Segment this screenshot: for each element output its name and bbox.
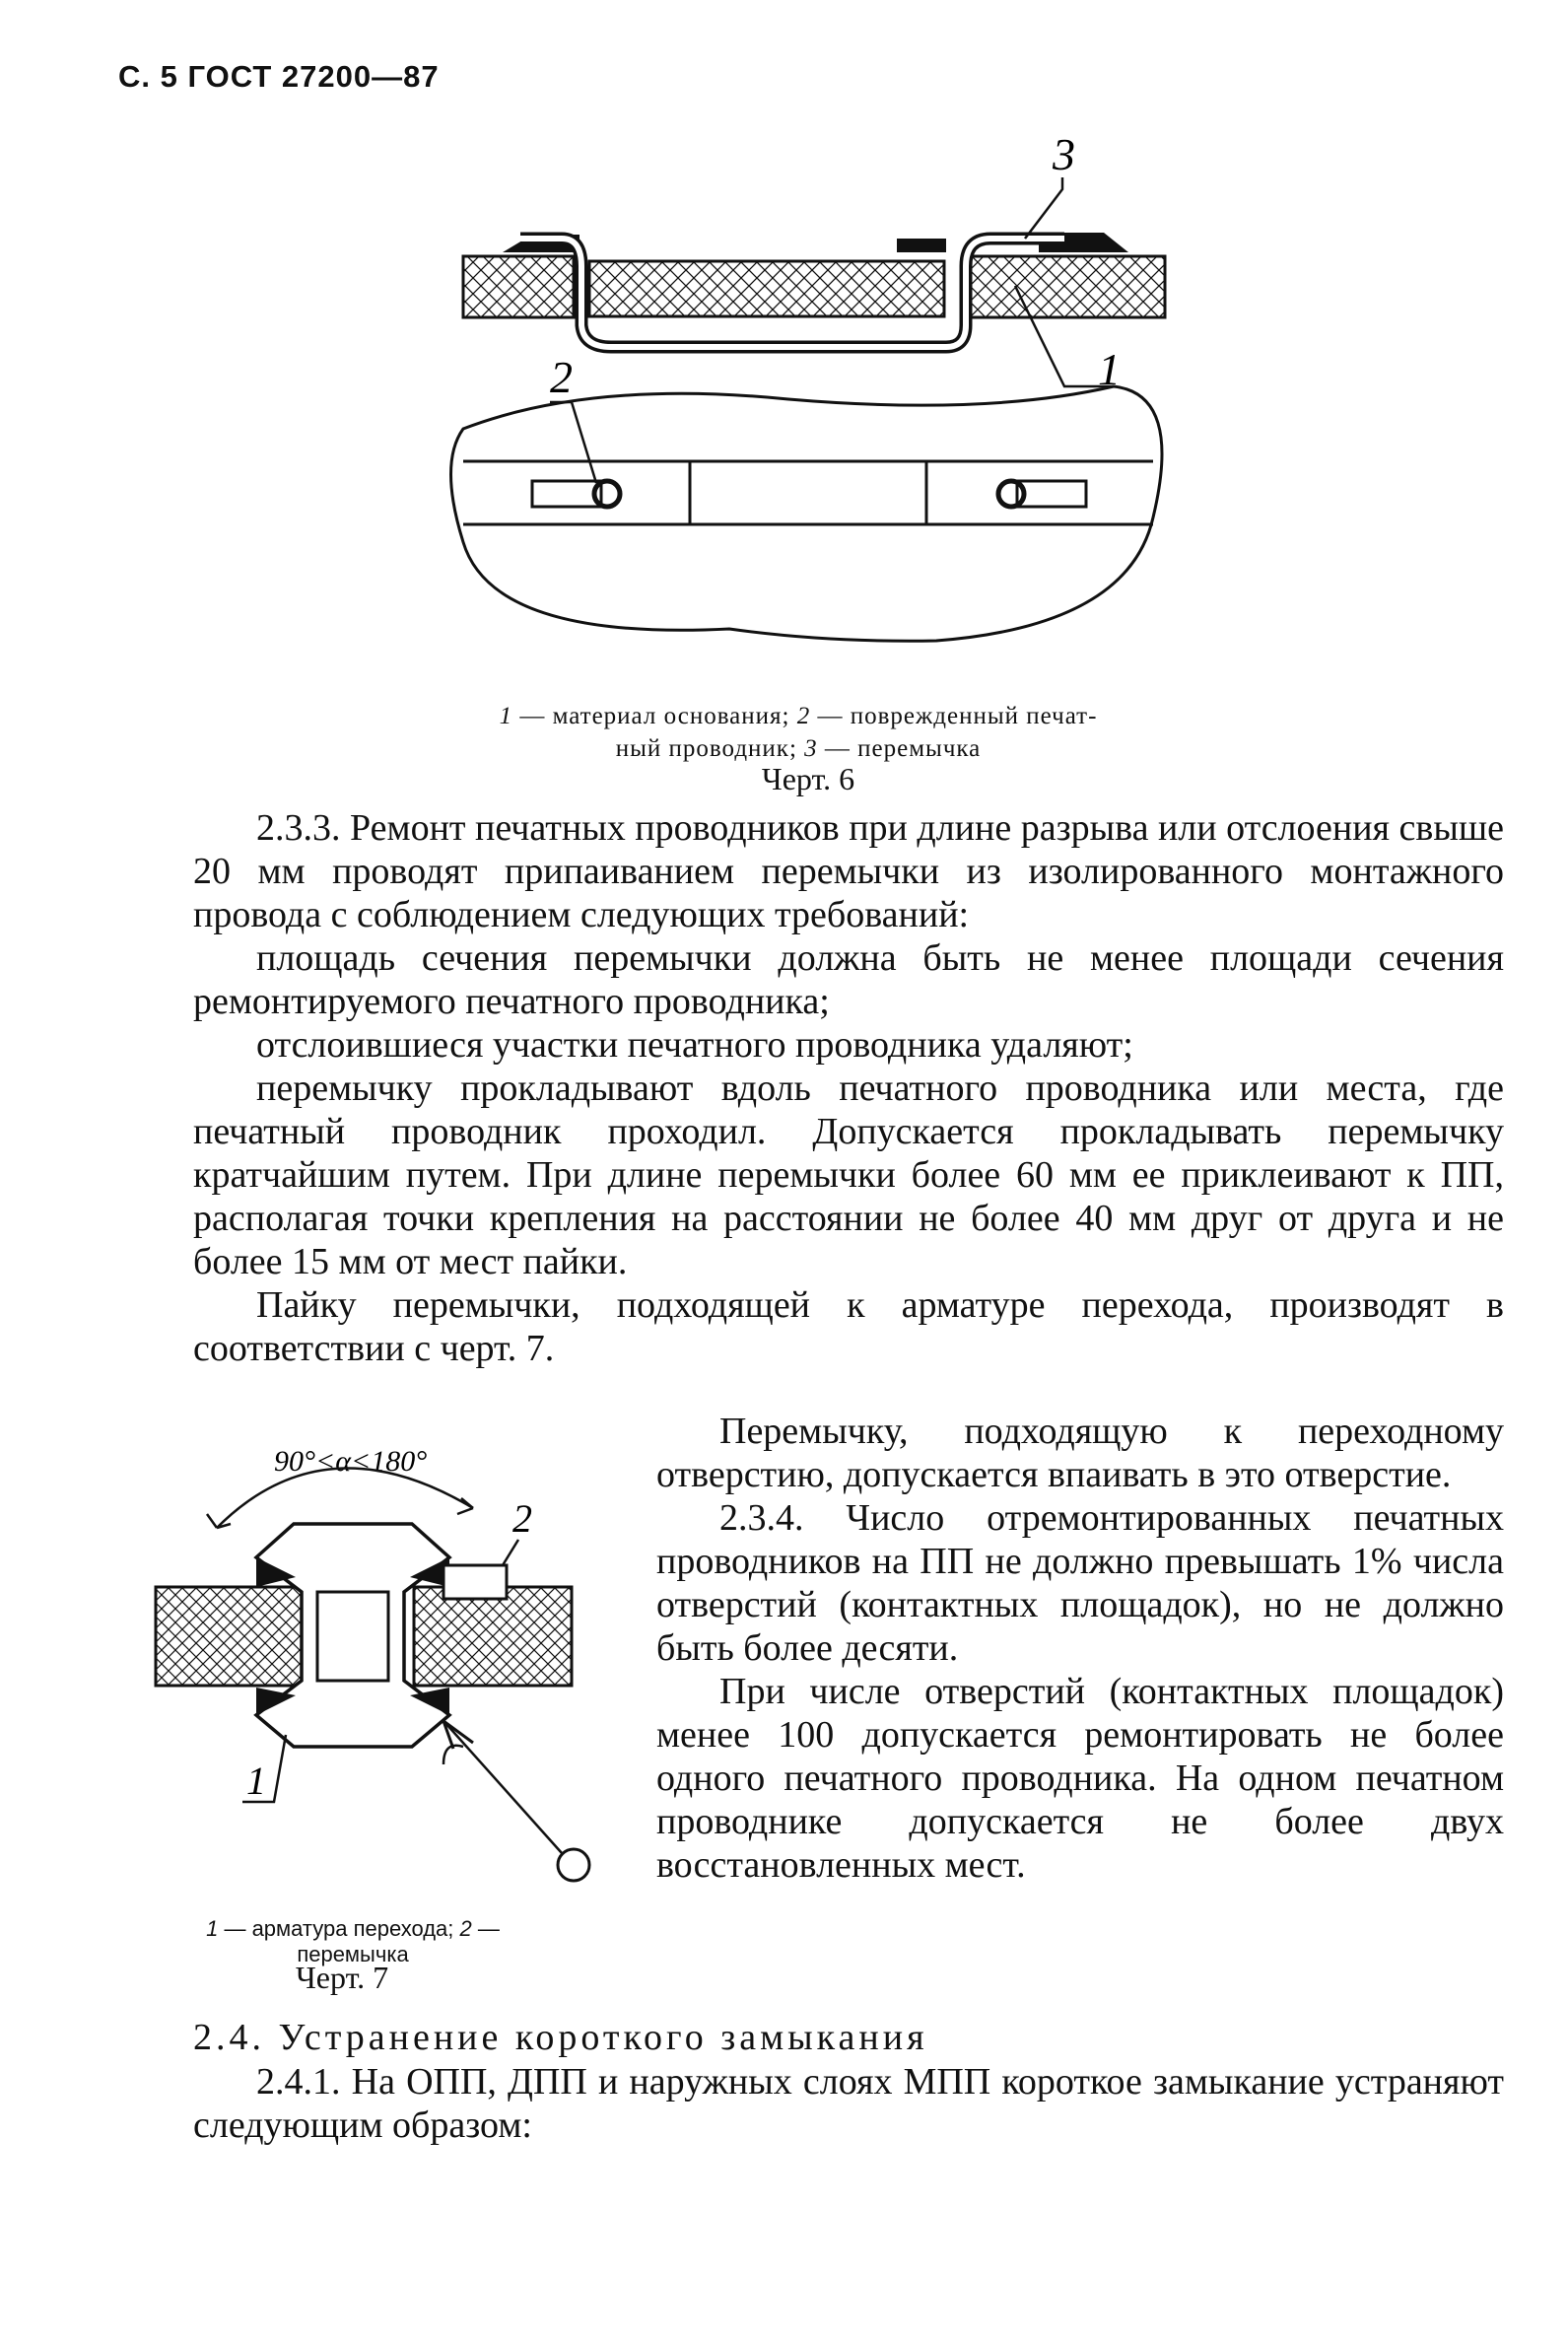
para-req-1: площадь сечения перемычки должна быть не менее площади сечения ремонтируемого печатного проводника; xyxy=(193,937,1504,1022)
caption7-num-1: 1 xyxy=(206,1916,219,1941)
figure6-label-3: 3 xyxy=(1053,129,1075,179)
caption7-text-2: — xyxy=(471,1916,500,1941)
caption6-text-1: — материал основания; xyxy=(512,703,797,729)
section-2-3-3 xyxy=(193,806,1504,1370)
right-column-text xyxy=(656,1410,1504,1887)
figure6-label-1: 1 xyxy=(1098,344,1121,394)
caption6-num-3: 3 xyxy=(804,735,818,762)
para-2-4-1: 2.4.1. На ОПП, ДПП и наружных слоях МПП короткое замыкание устраняют следующим образом: xyxy=(193,2061,1504,2146)
caption6-num-1: 1 xyxy=(499,703,513,729)
para-solder: Пайку перемычки, подходящей к арматуре перехода, производят в соответствии с черт. 7. xyxy=(193,1284,1504,1369)
para-2-3-3-intro: 2.3.3. Ремонт печатных проводников при длине разрыва или отслоения свыше 20 мм проводят припаиванием перемычки из изолированного монтажного провода с соблюдением следующих требований: xyxy=(193,807,1504,935)
figure-6-caption xyxy=(355,700,1242,765)
caption6-text-3: — перемычка xyxy=(817,735,982,762)
para-req-2: отслоившиеся участки печатного проводника удаляют; xyxy=(256,1024,1133,1066)
para-2-3-4: 2.3.4. Число отремонтированных печатных проводников на ПП не должно превышать 1% числа отверстий (контактных площадок), но не должно быть более десяти. xyxy=(656,1497,1504,1669)
page-header: С. 5 ГОСТ 27200—87 xyxy=(118,59,440,94)
figure7-label-1: 1 xyxy=(246,1758,266,1803)
para-req-3: перемычку прокладывают вдоль печатного проводника или места, где печатный проводник проходил. Допускается прокладывать перемычку кратчайшим путем. При длине перемычки более 60 мм ее приклеивают к ПП, располагая точки крепления на расстоянии не более 40 мм друг от друга и не более 15 мм от мест пайки. xyxy=(193,1068,1504,1282)
section-2-4-body xyxy=(193,2060,1504,2147)
figure-6-title: Черт. 6 xyxy=(761,761,855,796)
caption6-num-2: 2 xyxy=(796,703,811,729)
figure-6-drawing xyxy=(434,128,1183,700)
para-holes-count: При числе отверстий (контактных площадок) менее 100 допускается ремонтировать не более одного печатного проводника. На одном печатном проводнике допускается не более двух восстановленных мест. xyxy=(656,1671,1504,1886)
figure-7-title: Черт. 7 xyxy=(296,1960,389,1995)
caption7-text-1: — арматура перехода; xyxy=(218,1916,460,1941)
figure6-label-2: 2 xyxy=(550,352,573,402)
figure7-label-2: 2 xyxy=(512,1496,532,1541)
figure-7-drawing xyxy=(148,1429,611,1883)
para-jumper-hole: Перемычку, подходящую к переходному отверстию, допускается впаивать в это отверстие. xyxy=(656,1411,1504,1495)
caption7-num-2: 2 xyxy=(459,1916,472,1941)
figure7-angle-label: 90°<α<180° xyxy=(274,1445,428,1478)
section-2-4-title: 2.4. Устранение короткого замыкания xyxy=(193,2017,928,2058)
caption7-line2: перемычка xyxy=(297,1942,409,1966)
caption6-text-2: — поврежденный печат- xyxy=(810,703,1098,729)
caption6-line2: ный проводник; xyxy=(615,735,805,762)
